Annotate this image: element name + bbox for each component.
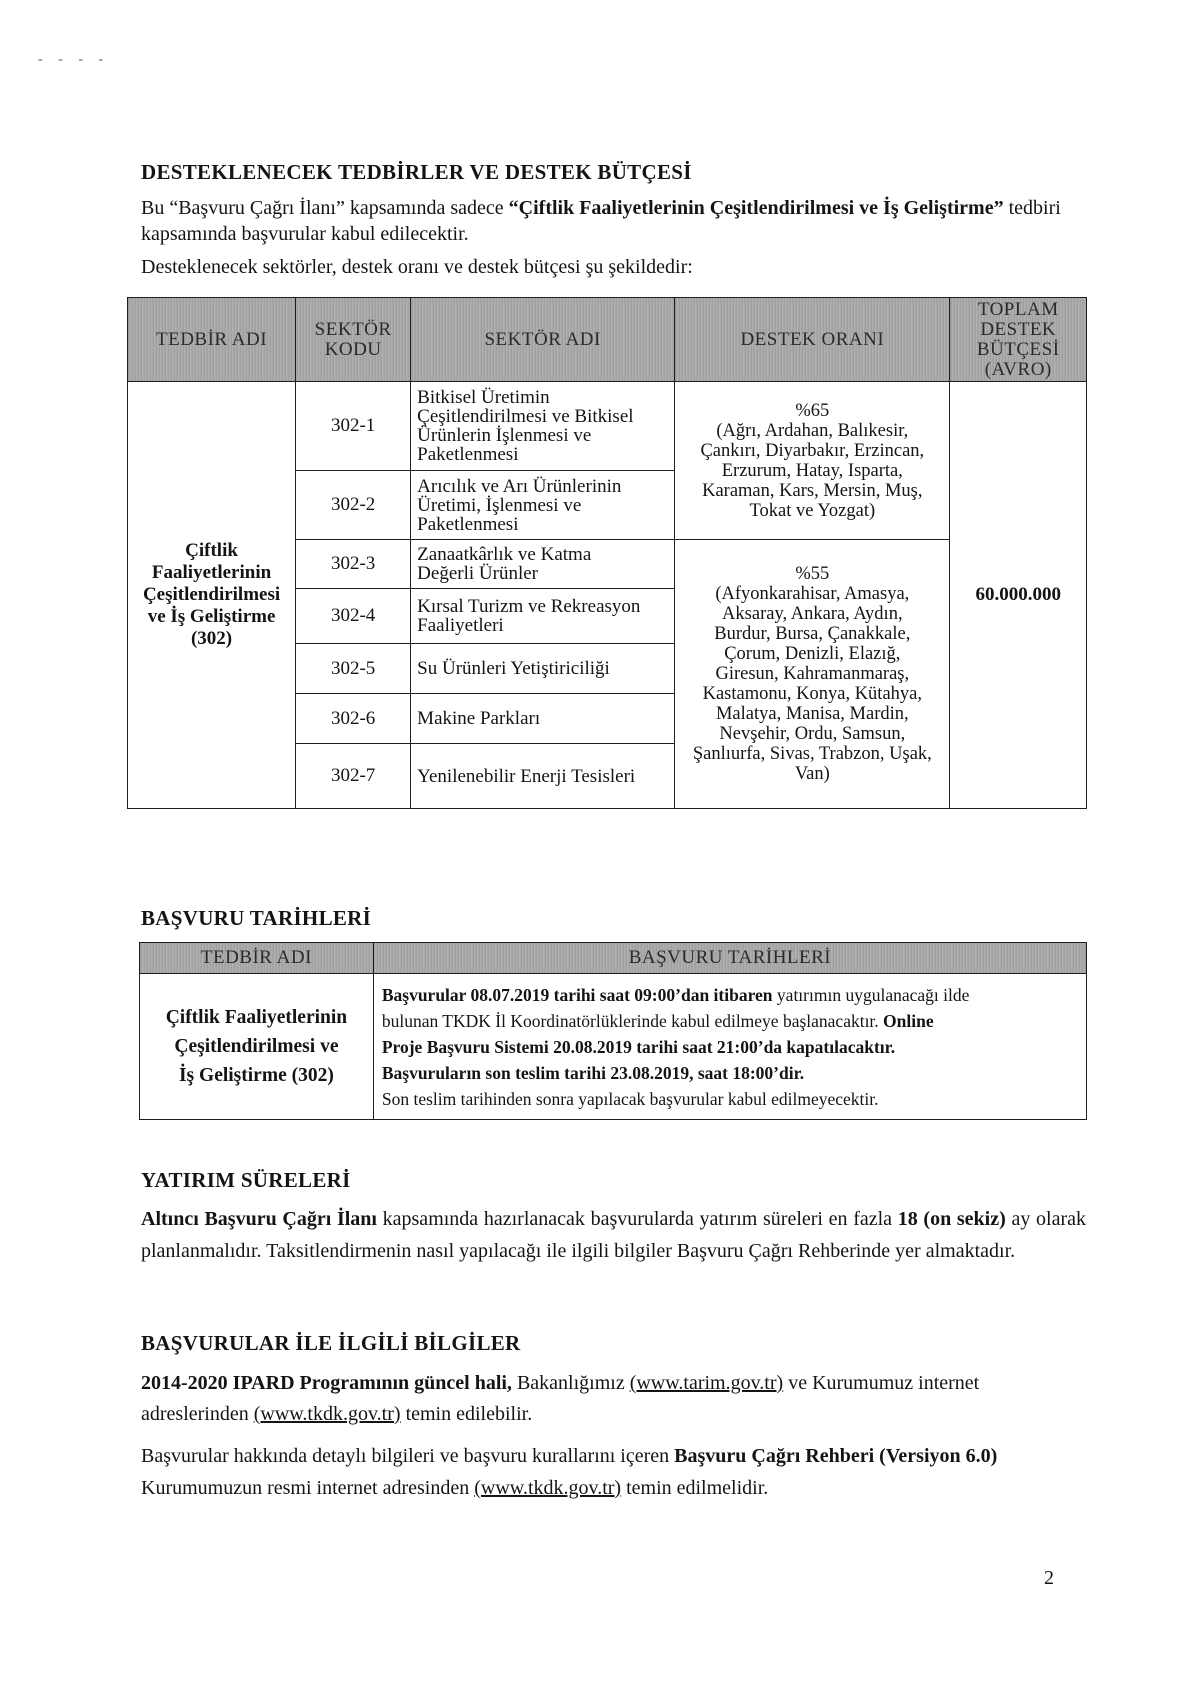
sektor-adi: Bitkisel Üretimin Çeşitlendirilmesi ve Bitkisel Ürünlerin İşlenmesi ve Paketlenmesi [411, 382, 675, 471]
header-tedbir-adi: TEDBİR ADI [140, 943, 374, 974]
header-basvuru-tarihleri: BAŞVURU TARİHLERİ [373, 943, 1086, 974]
header-toplam-butce: TOPLAM DESTEK BÜTÇESİ (AVRO) [950, 298, 1087, 382]
sektor-adi: Makine Parkları [411, 694, 675, 744]
ipard-paragraph: 2014-2020 IPARD Programının güncel hali, Bakanlığımız (www.tarim.gov.tr) ve Kurumumuz internet adreslerinden (www.tkdk.gov.tr) temin edilebilir. [141, 1372, 980, 1425]
header-sektor-kodu: SEKTÖR KODU [296, 298, 411, 382]
tkdk-link[interactable]: (www.tkdk.gov.tr) [474, 1477, 622, 1499]
sectors-table [127, 297, 1087, 809]
table-row [140, 974, 1087, 1120]
sectors-table-header [128, 298, 1087, 382]
sektor-kodu: 302-2 [296, 471, 411, 540]
section-title-tedbirler: DESTEKLENECEK TEDBİRLER VE DESTEK BÜTÇESİ [141, 160, 692, 184]
sektor-kodu: 302-4 [296, 589, 411, 644]
sektor-adi: Yenilenebilir Enerji Tesisleri [411, 744, 675, 809]
sektor-adi: Kırsal Turizm ve Rekreasyon Faaliyetleri [411, 589, 675, 644]
intro-paragraph: Bu “Başvuru Çağrı İlanı” kapsamında sadece “Çiftlik Faaliyetlerinin Çeşitlendirilmesi ve İş Geliştirme” tedbiri kapsamında başvurular kabul edilecektir. [141, 197, 1061, 245]
header-sektor-adi: SEKTÖR ADI [411, 298, 675, 382]
header-destek-orani: DESTEK ORANI [675, 298, 950, 382]
yatirim-paragraph: Altıncı Başvuru Çağrı İlanı kapsamında hazırlanacak başvurularda yatırım süreleri en fazla 18 (on sekiz) ay olarak planlanmalıdır. Taksitlendirmenin nasıl yapılacağı ile ilgili bilgiler Başvuru Çağrı Rehberinde yer almaktadır. [141, 1208, 1086, 1262]
destek-orani-55: %55 (Afyonkarahisar, Amasya, Aksaray, Ankara, Aydın, Burdur, Bursa, Çanakkale, Çorum, Denizli, Elazığ, Giresun, Kahramanmaraş, Kastamonu, Konya, Kütahya, Malatya, Manisa, Mardin, Nevşehir, Ordu, Samsun, Şanlıurfa, Sivas, Trabzon, Uşak, Van) [675, 540, 950, 809]
section-title-basvurular-bilgiler: BAŞVURULAR İLE İLGİLİ BİLGİLER [141, 1331, 521, 1355]
sektor-kodu: 302-6 [296, 694, 411, 744]
table-row [128, 382, 1087, 471]
destek-orani-65: %65 (Ağrı, Ardahan, Balıkesir, Çankırı, Diyarbakır, Erzincan, Erzurum, Hatay, Isparta, Karaman, Kars, Mersin, Muş, Tokat ve Yozgat) [675, 382, 950, 540]
sektor-kodu: 302-1 [296, 382, 411, 471]
dates-table-header [140, 943, 1087, 974]
sektor-adi: Zanaatkârlık ve Katma Değerli Ürünler [411, 540, 675, 589]
tedbir-adi-cell: Çiftlik Faaliyetlerinin Çeşitlendirilmesi ve İş Geliştirme (302) [140, 974, 374, 1120]
sectors-intro: Desteklenecek sektörler, destek oranı ve destek bütçesi şu şekildedir: [141, 256, 693, 278]
sektor-adi: Arıcılık ve Arı Ürünlerinin Üretimi, İşlenmesi ve Paketlenmesi [411, 471, 675, 540]
sektor-kodu: 302-7 [296, 744, 411, 809]
dates-text-cell: Başvurular 08.07.2019 tarihi saat 09:00’dan itibaren yatırımın uygulanacağı ilde bulunan TKDK İl Koordinatörlüklerinde kabul edilmeye başlanacaktır. Online Proje Başvuru Sistemi 20.08.2019 tarihi saat 21:00’da kapatılacaktır. Başvuruların son teslim tarihi 23.08.2019, saat 18:00’dir. Son teslim tarihinden sonra yapılacak başvurular kabul edilmeyecektir. [373, 974, 1086, 1120]
tarim-link[interactable]: (www.tarim.gov.tr) [629, 1372, 784, 1394]
dates-table [139, 942, 1087, 1120]
section-title-basvuru-tarihleri: BAŞVURU TARİHLERİ [141, 906, 372, 930]
rehber-paragraph: Başvurular hakkında detaylı bilgileri ve başvuru kurallarını içeren Başvuru Çağrı Rehberi (Versiyon 6.0) Kurumumuzun resmi internet adresinden (www.tkdk.gov.tr) temin edilmelidir. [141, 1445, 998, 1499]
page-number: 2 [1044, 1567, 1054, 1589]
toplam-butce-value: 60.000.000 [950, 382, 1087, 809]
tkdk-link[interactable]: (www.tkdk.gov.tr) [253, 1403, 401, 1425]
scan-marks: - - - - [38, 52, 110, 67]
header-tedbir-adi: TEDBİR ADI [128, 298, 296, 382]
tedbir-adi-cell: Çiftlik Faaliyetlerinin Çeşitlendirilmesi ve İş Geliştirme (302) [128, 382, 296, 809]
section-title-yatirim-sureleri: YATIRIM SÜRELERİ [141, 1168, 351, 1192]
sektor-adi: Su Ürünleri Yetiştiriciliği [411, 644, 675, 694]
sektor-kodu: 302-3 [296, 540, 411, 589]
sektor-kodu: 302-5 [296, 644, 411, 694]
